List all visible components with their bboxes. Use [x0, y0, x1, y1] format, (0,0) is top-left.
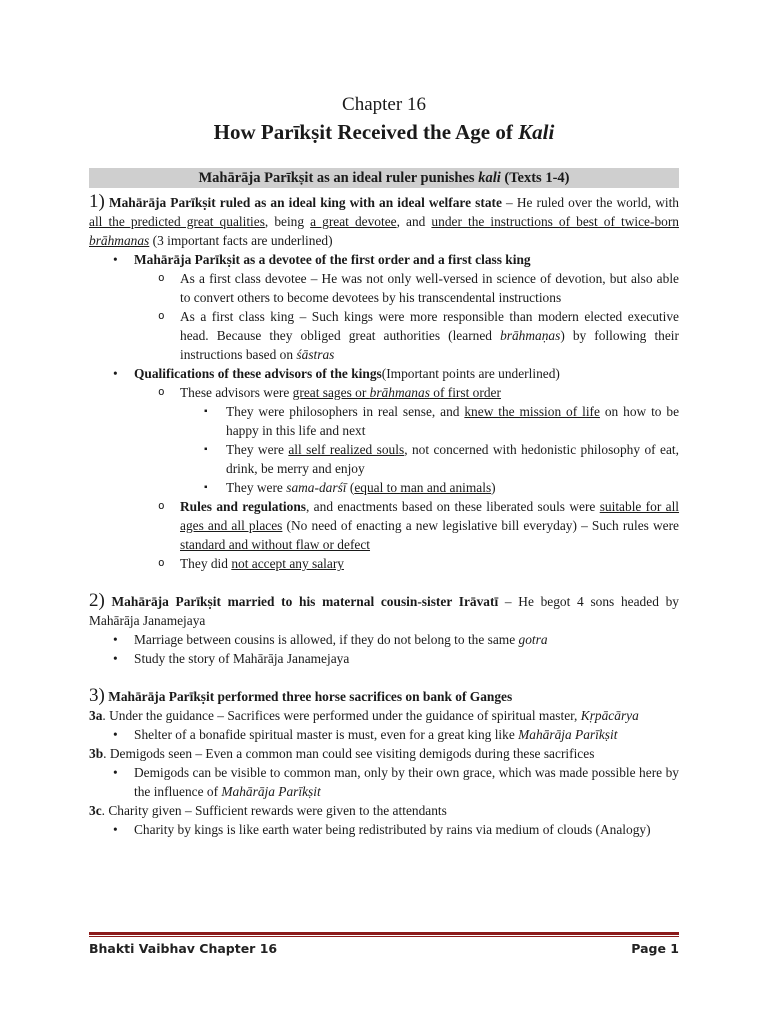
list-item: • Study the story of Mahārāja Janamejaya	[89, 649, 679, 668]
point-2: 2) Mahārāja Parīkṣit married to his maternal cousin-sister Irāvatī – He begot 4 sons headed by Mahārāja Janamejaya	[89, 590, 679, 628]
point-2-bullets	[89, 630, 679, 668]
document-page	[89, 92, 679, 839]
list-item: o These advisors were great sages or brāhmanas of first order ▪ They were philosophers in real sense, and knew the mission of life on how to be happy in this life and next ▪ They were all self realized souls, not concerned with hedonistic philosophy of eat, drink, be merry and enjoy ▪ They were sama-darśī (equal to man and animals)	[89, 383, 679, 497]
section-heading: Mahārāja Parīkṣit as an ideal ruler punishes kali (Texts 1-4)	[89, 168, 679, 188]
list-item: • Marriage between cousins is allowed, if they do not belong to the same gotra	[89, 630, 679, 649]
point-1-bullets	[89, 250, 679, 573]
footer-divider-thin	[89, 936, 679, 937]
list-item: • Mahārāja Parīkṣit as a devotee of the first order and a first class king o As a first class devotee – He was not only well-versed in science of devotion, but also able to convert others to become devotees by his transcendental instructions o As a first class king – Such kings were more responsible than modern elected executive head. Because they obliged great authorities (learned brāhmaṇas) by following their instructions based on śāstras	[89, 250, 679, 364]
point-3: 3) Mahārāja Parīkṣit performed three horse sacrifices on bank of Ganges	[89, 685, 513, 706]
list-item: • Demigods can be visible to common man, only by their own grace, which was made possible here by the influence of Mahārāja Parīkṣit	[89, 763, 679, 801]
footer-divider	[89, 932, 679, 935]
page-number: Page 1	[631, 941, 679, 956]
list-item: • Shelter of a bonafide spiritual master is must, even for a great king like Mahārāja Parīkṣit	[89, 725, 679, 744]
list-item: o They did not accept any salary	[89, 554, 679, 573]
chapter-title: How Parīkṣit Received the Age of Kali	[213, 120, 555, 144]
list-item: ▪ They were sama-darśī (equal to man and animals)	[89, 478, 679, 497]
chapter-number: Chapter 16	[342, 94, 426, 115]
list-item: • Charity by kings is like earth water being redistributed by rains via medium of clouds (Analogy)	[89, 820, 679, 839]
footer-title: Bhakti Vaibhav Chapter 16	[89, 941, 278, 956]
point-3b: 3b. Demigods seen – Even a common man could see visiting demigods during these sacrifices	[89, 746, 595, 761]
list-item: ▪ They were all self realized souls, not concerned with hedonistic philosophy of eat, drink, be merry and enjoy	[89, 440, 679, 478]
list-item: o As a first class devotee – He was not only well-versed in science of devotion, but also able to convert others to become devotees by his transcendental instructions	[89, 269, 679, 307]
list-item: o Rules and regulations, and enactments based on these liberated souls were suitable for all ages and all places (No need of enacting a new legislative bill everyday) – Such rules were standard and without flaw or defect	[89, 497, 679, 554]
point-3c: 3c. Charity given – Sufficient rewards were given to the attendants	[89, 803, 447, 818]
list-item: ▪ They were philosophers in real sense, and knew the mission of life on how to be happy in this life and next	[89, 402, 679, 440]
point-3a: 3a. Under the guidance – Sacrifices were performed under the guidance of spiritual master, Kṛpācārya	[89, 708, 639, 723]
page-footer	[89, 941, 679, 956]
list-item: o As a first class king – Such kings were more responsible than modern elected executive head. Because they obliged great authorities (learned brāhmaṇas) by following their instructions based on śāstras	[89, 307, 679, 364]
list-item: • Qualifications of these advisors of the kings(Important points are underlined) o These advisors were great sages or brāhmanas of first order ▪ They were philosophers in real sense, and knew the mission of life on how to be happy in this life and next ▪ They were all self realized souls, not concerned with hedonistic philosophy of eat, drink, be merry and enjoy ▪ They were sama-darśī (equal to man and animals) o Rules and regulations, and enactments based on these liberated souls were suitable for all ages and all places (No need of enacting a new legislative bill everyday) – Such rules were standard and without flaw or defect o They did not accept any salary	[89, 364, 679, 573]
point-1: 1) Mahārāja Parīkṣit ruled as an ideal king with an ideal welfare state – He ruled over the world, with all the predicted great qualities, being a great devotee, and under the instructions of best of twice-born brāhmanas (3 important facts are underlined)	[89, 191, 679, 248]
